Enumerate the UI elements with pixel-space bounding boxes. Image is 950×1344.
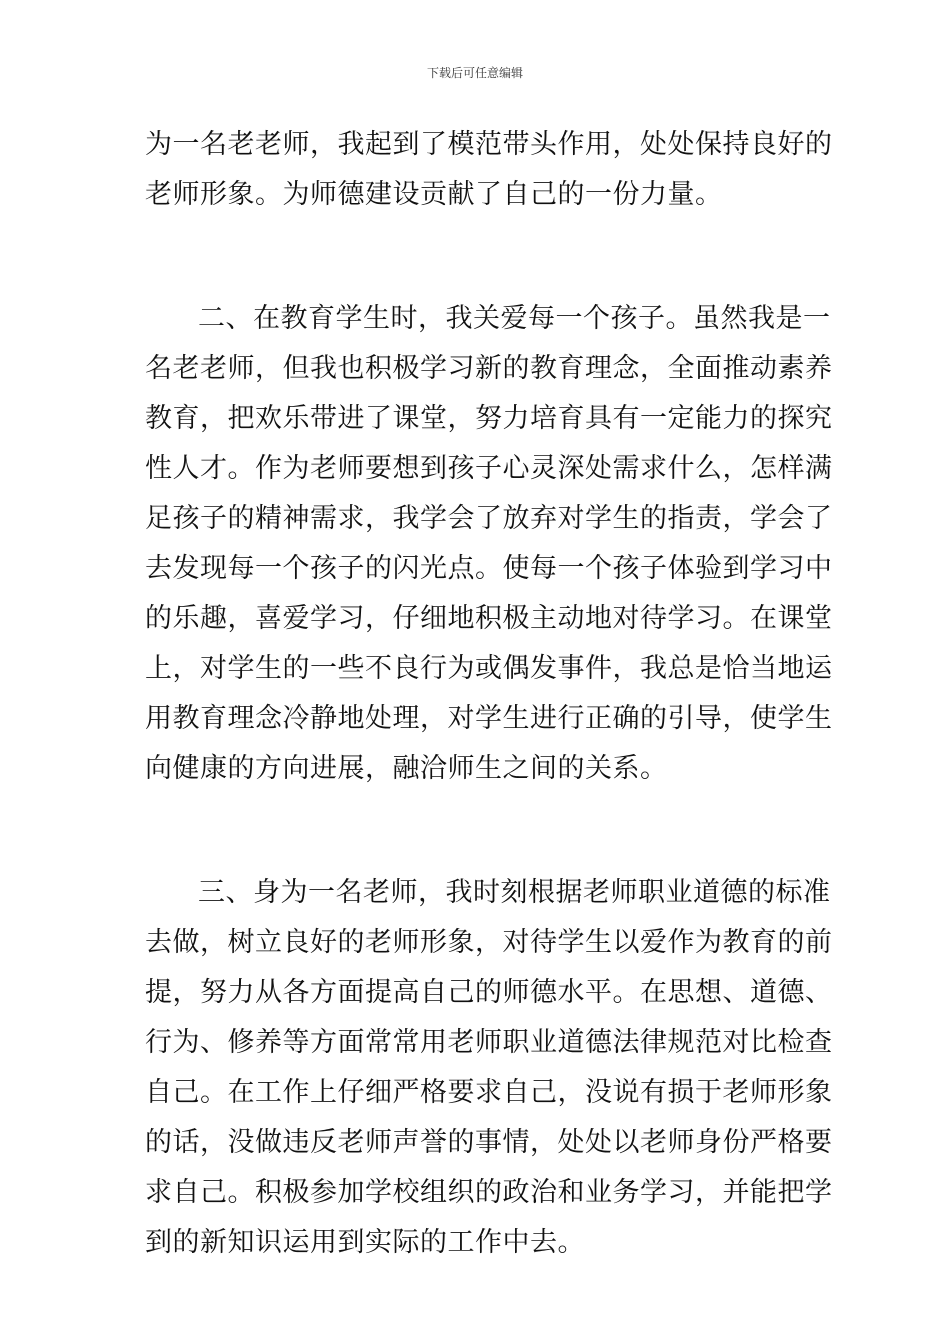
text-line: 求自己。积极参加学校组织的政治和业务学习，并能把学	[145, 1177, 833, 1208]
text-line: 上，对学生的一些不良行为或偶发事件，我总是恰当地运	[145, 653, 833, 684]
text-line: 的话，没做违反老师声誉的事情，处处以老师身份严格要	[145, 1127, 833, 1158]
text-line: 名老老师，但我也积极学习新的教育理念，全面推动素养	[145, 353, 833, 384]
text-line: 到的新知识运用到实际的工作中去。	[145, 1227, 585, 1258]
text-line: 性人才。作为老师要想到孩子心灵深处需求什么，怎样满	[145, 453, 833, 484]
text-line: 教育，把欢乐带进了课堂，努力培育具有一定能力的探究	[145, 403, 833, 434]
text-line: 去发现每一个孩子的闪光点。使每一个孩子体验到学习中	[145, 553, 833, 584]
text-line: 足孩子的精神需求，我学会了放弃对学生的指责，学会了	[145, 503, 833, 534]
text-line: 去做，树立良好的老师形象，对待学生以爱作为教育的前	[145, 927, 833, 958]
text-line: 为一名老老师，我起到了模范带头作用，处处保持良好的	[145, 129, 833, 160]
text-line: 三、身为一名老师，我时刻根据老师职业道德的标准	[198, 877, 831, 908]
text-line: 二、在教育学生时，我关爱每一个孩子。虽然我是一	[198, 303, 831, 334]
paragraph-gap	[145, 794, 810, 868]
paragraph-section-2	[145, 294, 833, 794]
paragraph-continuation	[145, 120, 833, 220]
text-line: 的乐趣，喜爱学习，仔细地积极主动地对待学习。在课堂	[145, 603, 833, 634]
page-header: 下载后可任意编辑	[426, 66, 523, 80]
text-line: 向健康的方向进展，融洽师生之间的关系。	[145, 753, 668, 784]
paragraph-gap	[145, 220, 810, 294]
document-body	[145, 120, 833, 1268]
text-line: 老师形象。为师德建设贡献了自己的一份力量。	[145, 179, 723, 210]
text-line: 行为、修养等方面常常用老师职业道德法律规范对比检查	[145, 1027, 833, 1058]
text-line: 提，努力从各方面提高自己的师德水平。在思想、道德、	[145, 977, 833, 1008]
text-line: 用教育理念冷静地处理，对学生进行正确的引导，使学生	[145, 703, 833, 734]
paragraph-section-3	[145, 868, 833, 1268]
text-line: 自己。在工作上仔细严格要求自己，没说有损于老师形象	[145, 1077, 833, 1108]
